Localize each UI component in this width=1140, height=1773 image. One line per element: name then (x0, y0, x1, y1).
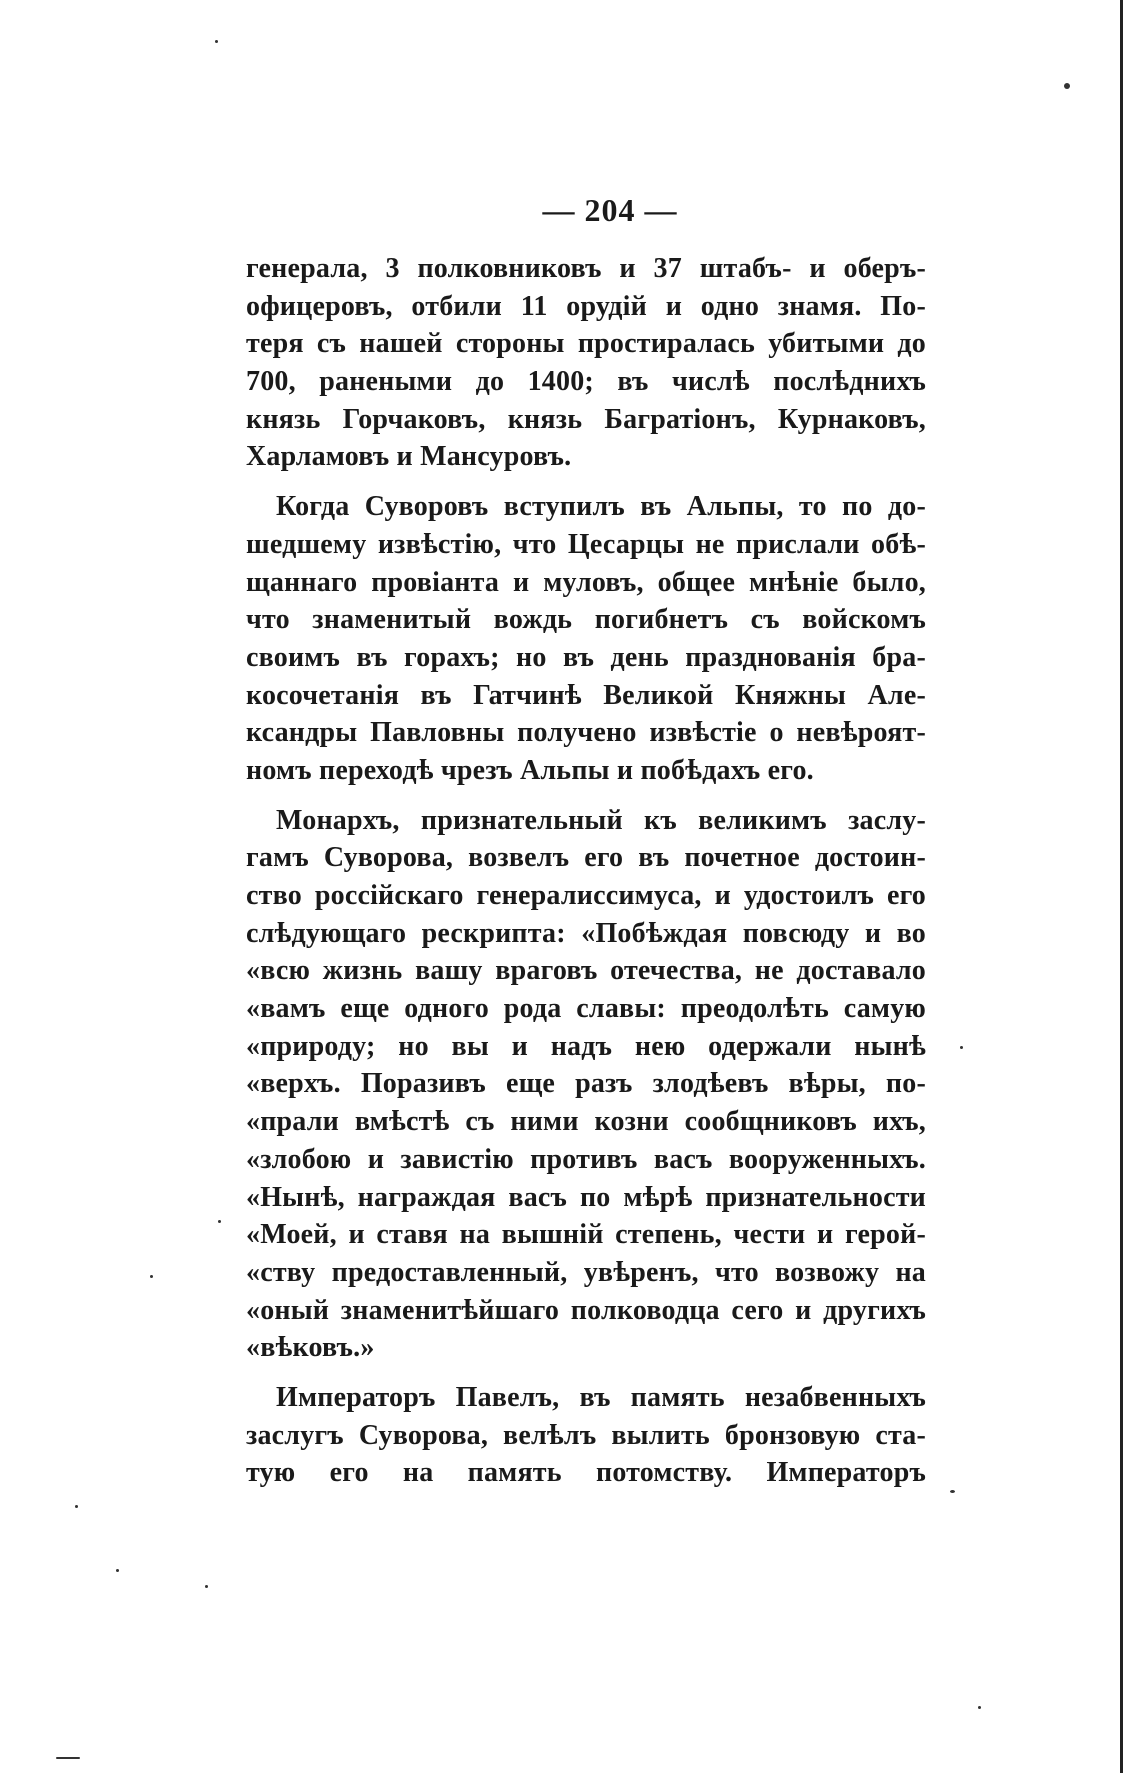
text-line: «природу; но вы и надъ нею одержали нынѣ (246, 1030, 926, 1062)
speck-8 (116, 1569, 119, 1572)
speck-4 (218, 1220, 221, 1223)
speck-1 (1064, 83, 1070, 89)
speck-2 (215, 40, 218, 43)
text-line: гамъ Суворова, возвелъ его въ почетное достоин- (246, 842, 926, 874)
text-line: заслугъ Суворова, велѣлъ вылить бронзовую ста- (246, 1419, 926, 1451)
text-line: Харламовъ и Мансуровъ. (246, 441, 572, 473)
text-line: что знаменитый вождь погибнетъ съ войскомъ (246, 604, 926, 636)
text-line: «ству предоставленный, увѣренъ, что возвожу на (246, 1256, 926, 1288)
text-line: «оный знаменитѣйшаго полководца сего и другихъ (246, 1294, 926, 1326)
speck-10 (56, 1757, 80, 1759)
text-line: «прали вмѣстѣ съ ними козни сообщниковъ ихъ, (246, 1106, 926, 1138)
speck-5 (150, 1275, 153, 1278)
paragraph (246, 488, 926, 790)
text-line: тую его на память потомству. Императоръ (246, 1457, 926, 1489)
text-line: номъ переходѣ чрезъ Альпы и побѣдахъ его. (246, 754, 814, 786)
text-line: «всю жизнь вашу враговъ отечества, не доставало (246, 955, 926, 987)
speck-3 (960, 1046, 963, 1049)
text-line: «верхъ. Поразивъ еще разъ злодѣевъ вѣры, по- (246, 1068, 926, 1100)
body-text (246, 250, 926, 1492)
text-line: «вамъ еще одного рода славы: преодолѣть самую (246, 993, 926, 1025)
text-line: князь Горчаковъ, князь Багратіонъ, Курнаковъ, (246, 403, 926, 435)
text-line: «злобою и завистію противъ васъ вооруженныхъ. (246, 1143, 926, 1175)
text-line: «вѣковъ.» (246, 1332, 375, 1364)
text-line: Монархъ, признательный къ великимъ заслу- (276, 804, 926, 836)
text-line: щаннаго провіанта и муловъ, общее мнѣніе было, (246, 566, 926, 598)
text-line: теря съ нашей стороны простиралась убитыми до (246, 328, 926, 360)
speck-6 (950, 1490, 955, 1493)
speck-11 (978, 1706, 981, 1709)
speck-7 (75, 1505, 78, 1508)
text-line: 700, ранеными до 1400; въ числѣ послѣднихъ (246, 366, 926, 398)
text-line: «Моей, и ставя на вышній степень, чести и герой- (246, 1219, 926, 1251)
text-line: «Нынѣ, награждая васъ по мѣрѣ признательности (246, 1181, 926, 1213)
paragraph (246, 250, 926, 476)
text-line: Императоръ Павелъ, въ память незабвенныхъ (276, 1381, 926, 1413)
text-line: ксандры Павловны получено извѣстіе о невѣроят- (246, 717, 926, 749)
speck-9 (205, 1585, 208, 1588)
text-line: офицеровъ, отбили 11 орудій и одно знамя. По- (246, 290, 926, 322)
text-line: шедшему извѣстію, что Цесарцы не прислали обѣ- (246, 528, 926, 560)
text-line: ство россійскаго генералиссимуса, и удостоилъ его (246, 880, 926, 911)
text-line: своимъ въ горахъ; но въ день празднованія бра- (246, 641, 926, 673)
text-line: косочетанія въ Гатчинѣ Великой Княжны Але- (246, 679, 926, 711)
page-edge-line (1120, 0, 1123, 1773)
text-line: слѣдующаго рескрипта: «Побѣждая повсюду и во (246, 917, 926, 949)
paragraph (246, 1379, 926, 1492)
paragraph (246, 802, 926, 1367)
text-line: Когда Суворовъ вступилъ въ Альпы, то по до- (276, 491, 926, 523)
page-number: — 204 — (542, 192, 678, 228)
text-line: генерала, 3 полковниковъ и 37 штабъ- и оберъ- (246, 253, 926, 284)
